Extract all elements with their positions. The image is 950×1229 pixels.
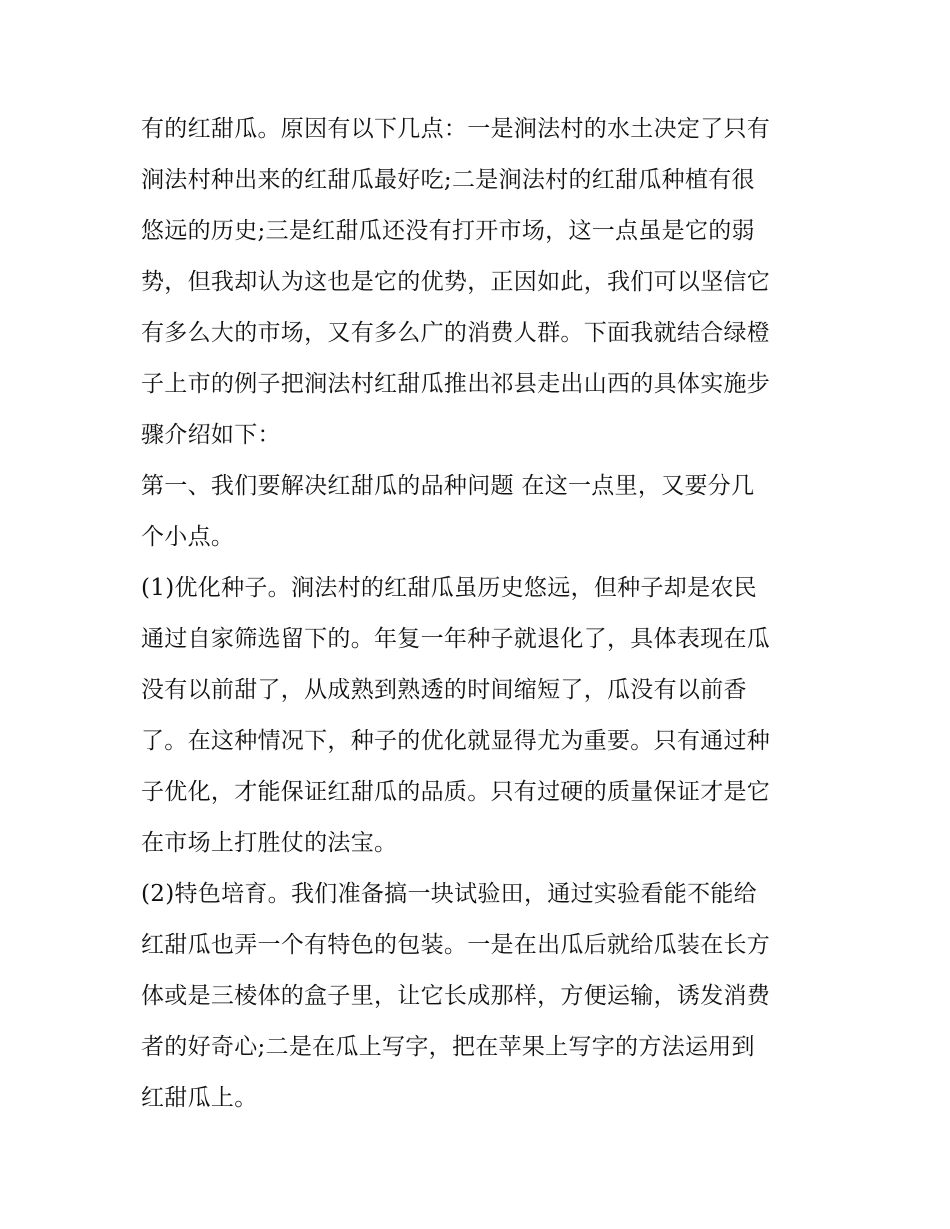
text-line: 子上市的例子把涧法村红甜瓜推出祁县走出山西的具体实施步 bbox=[141, 371, 771, 397]
document-body bbox=[141, 104, 813, 1124]
text-line: 第一、我们要解决红甜瓜的品种问题 在这一点里，又要分几 bbox=[141, 473, 755, 499]
text-line: 悠远的历史;三是红甜瓜还没有打开市场，这一点虽是它的弱 bbox=[141, 218, 755, 244]
text-line: 势，但我却认为这也是它的优势，正因如此，我们可以坚信它 bbox=[141, 269, 771, 295]
text-line: (1)优化种子。涧法村的红甜瓜虽历史悠远，但种子却是农民 bbox=[141, 575, 757, 601]
text-line: 骤介绍如下： bbox=[141, 422, 281, 448]
text-line: 个小点。 bbox=[141, 524, 235, 550]
text-line: 有多么大的市场，又有多么广的消费人群。下面我就结合绿橙 bbox=[141, 320, 771, 346]
text-line: 体或是三棱体的盒子里，让它长成那样，方便运输，诱发消费 bbox=[141, 983, 771, 1009]
text-line: 通过自家筛选留下的。年复一年种子就退化了，具体表现在瓜 bbox=[141, 626, 771, 652]
text-line: 在市场上打胜仗的法宝。 bbox=[141, 830, 398, 856]
text-line: 了。在这种情况下，种子的优化就显得尤为重要。只有通过种 bbox=[141, 728, 771, 754]
text-line: 没有以前甜了，从成熟到熟透的时间缩短了，瓜没有以前香 bbox=[141, 677, 747, 703]
text-line: 子优化，才能保证红甜瓜的品质。只有过硬的质量保证才是它 bbox=[141, 779, 771, 805]
text-line: 者的好奇心;二是在瓜上写字，把在苹果上写字的方法运用到 bbox=[141, 1034, 755, 1060]
text-line: 红甜瓜上。 bbox=[141, 1085, 258, 1111]
text-line: (2)特色培育。我们准备搞一块试验田，通过实验看能不能给 bbox=[141, 881, 757, 907]
text-line: 红甜瓜也弄一个有特色的包装。一是在出瓜后就给瓜装在长方 bbox=[141, 932, 771, 958]
text-line: 涧法村种出来的红甜瓜最好吃;二是涧法村的红甜瓜种植有很 bbox=[141, 167, 755, 193]
text-line: 有的红甜瓜。原因有以下几点：一是涧法村的水土决定了只有 bbox=[141, 116, 771, 142]
